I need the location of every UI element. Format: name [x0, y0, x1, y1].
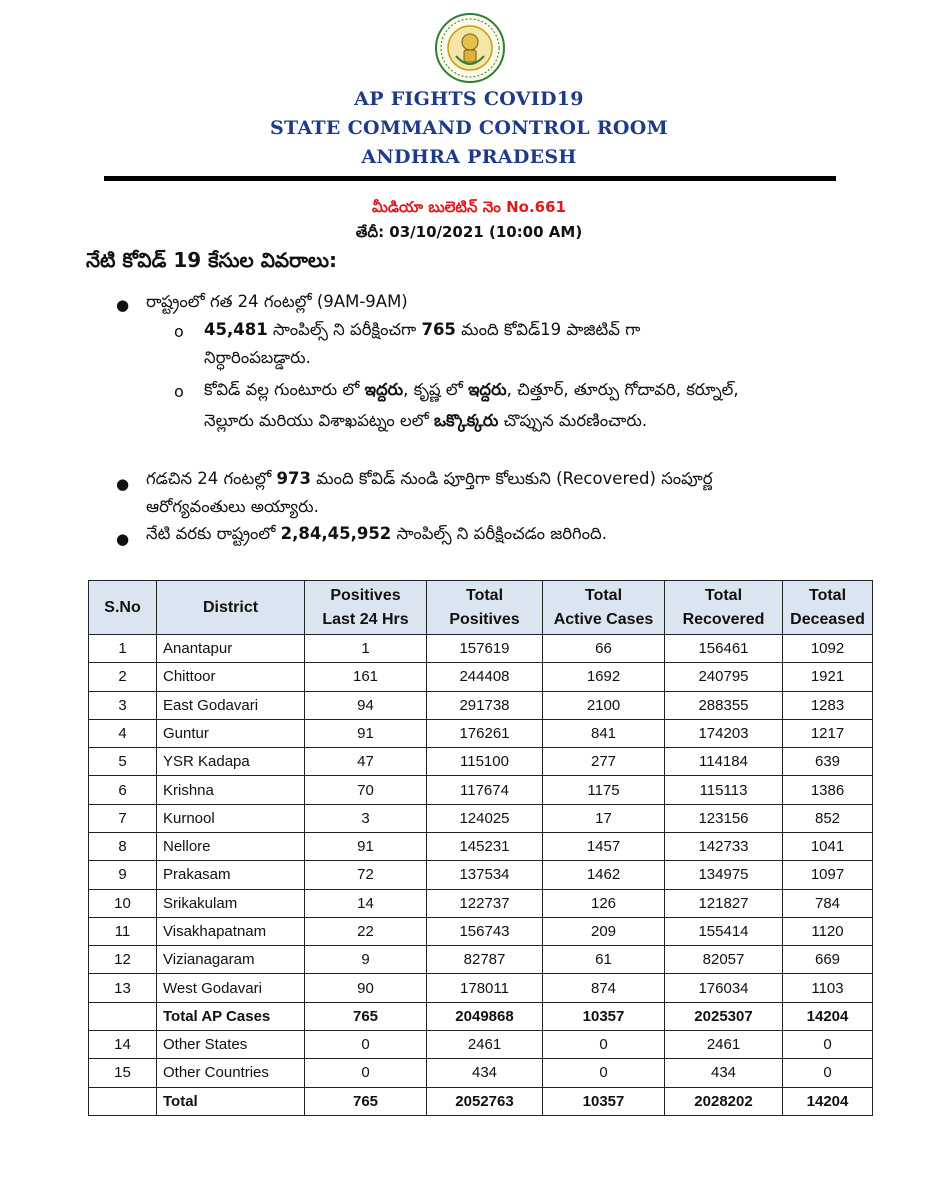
cell-recovered: 123156: [665, 804, 783, 832]
table-row: [89, 946, 873, 974]
cell-deceased: 1217: [783, 719, 873, 747]
cell-total-positives: 244408: [427, 663, 543, 691]
cell-sno: [89, 1087, 157, 1116]
point-1a-text-1: సాంపిల్స్ ని పరీక్షించగా: [267, 320, 422, 339]
cell-active-cases: 1462: [543, 861, 665, 889]
point-1a-text-2: మంది కోవిడ్19 పాజిటివ్ గా: [455, 320, 641, 339]
col-header-deceased: Total Deceased: [783, 581, 873, 635]
andhra-pradesh-emblem-logo: [434, 12, 506, 84]
cell-recovered: 134975: [665, 861, 783, 889]
cell-total-positives: 157619: [427, 635, 543, 663]
cell-active-cases: 874: [543, 974, 665, 1002]
cell-district: Total: [157, 1087, 305, 1116]
cell-total-positives: 115100: [427, 748, 543, 776]
cell-total-positives: 178011: [427, 974, 543, 1002]
cell-deceased: 1283: [783, 691, 873, 719]
cell-positives-24h: 94: [305, 691, 427, 719]
cell-positives-24h: 0: [305, 1059, 427, 1087]
header-line-1: AP FIGHTS COVID19: [354, 88, 584, 110]
cell-deceased: 1386: [783, 776, 873, 804]
cell-recovered: 82057: [665, 946, 783, 974]
cell-positives-24h: 22: [305, 917, 427, 945]
table-row: [89, 832, 873, 860]
cell-active-cases: 0: [543, 1030, 665, 1058]
cell-district: Chittoor: [157, 663, 305, 691]
col-header-recovered: Total Recovered: [665, 581, 783, 635]
table-row: [89, 974, 873, 1002]
cell-sno: 1: [89, 635, 157, 663]
cell-recovered: 2461: [665, 1030, 783, 1058]
col-header-positives-24h: Positives Last 24 Hrs: [305, 581, 427, 635]
cell-sno: 6: [89, 776, 157, 804]
cell-recovered: 115113: [665, 776, 783, 804]
cell-deceased: 1041: [783, 832, 873, 860]
section-heading: నేటి కోవిడ్ 19 కేసుల వివరాలు:: [86, 248, 337, 272]
cell-active-cases: 61: [543, 946, 665, 974]
point-1: రాష్ట్రంలో గత 24 గంటల్లో (9AM-9AM): [146, 292, 408, 311]
cell-total-positives: 2052763: [427, 1087, 543, 1116]
cell-total-positives: 176261: [427, 719, 543, 747]
table-row: [89, 1087, 873, 1116]
cell-positives-24h: 1: [305, 635, 427, 663]
header-divider: [104, 176, 836, 181]
table-header-row: [89, 581, 873, 635]
cell-deceased: 14204: [783, 1002, 873, 1030]
cell-district: YSR Kadapa: [157, 748, 305, 776]
cell-total-positives: 2049868: [427, 1002, 543, 1030]
cell-positives-24h: 765: [305, 1087, 427, 1116]
col-header-active-cases: Total Active Cases: [543, 581, 665, 635]
cell-sno: 10: [89, 889, 157, 917]
cell-recovered: 155414: [665, 917, 783, 945]
cell-deceased: 852: [783, 804, 873, 832]
cell-recovered: 156461: [665, 635, 783, 663]
table-row: [89, 691, 873, 719]
cell-district: Other States: [157, 1030, 305, 1058]
cell-positives-24h: 9: [305, 946, 427, 974]
point-1b-text-5: చొప్పున మరణించారు.: [498, 411, 648, 430]
cell-sno: 13: [89, 974, 157, 1002]
cell-district: Srikakulam: [157, 889, 305, 917]
cell-deceased: 1097: [783, 861, 873, 889]
cell-sno: 12: [89, 946, 157, 974]
cell-district: Anantapur: [157, 635, 305, 663]
table-row: [89, 748, 873, 776]
cell-district: Total AP Cases: [157, 1002, 305, 1030]
header-line-2: STATE COMMAND CONTROL ROOM: [270, 117, 668, 139]
col-header-sno: S.No: [89, 581, 157, 635]
point-2-text-2: మంది కోవిడ్ నుండి పూర్తిగా కోలుకుని (Recovered) సంపూర్ణ: [310, 469, 713, 488]
table-row: [89, 1002, 873, 1030]
cell-active-cases: 0: [543, 1059, 665, 1087]
cell-recovered: 176034: [665, 974, 783, 1002]
cell-total-positives: 434: [427, 1059, 543, 1087]
table-row: [89, 1059, 873, 1087]
cell-total-positives: 156743: [427, 917, 543, 945]
cell-deceased: 1103: [783, 974, 873, 1002]
point-1b-line-2: [204, 411, 647, 434]
cell-active-cases: 66: [543, 635, 665, 663]
cell-active-cases: 1457: [543, 832, 665, 860]
recovered-count-24h: 973: [276, 469, 311, 488]
cell-positives-24h: 3: [305, 804, 427, 832]
bullet-dot: ●: [116, 296, 130, 314]
point-1b-text-3: , చిత్తూర్, తూర్పు గోదావరి, కర్నూల్,: [506, 380, 739, 399]
cell-total-positives: 122737: [427, 889, 543, 917]
cell-positives-24h: 91: [305, 719, 427, 747]
cell-positives-24h: 47: [305, 748, 427, 776]
positive-count-24h: 765: [421, 320, 456, 339]
cell-active-cases: 209: [543, 917, 665, 945]
col-header-district: District: [157, 581, 305, 635]
point-1b-text-1: కోవిడ్ వల్ల గుంటూరు లో: [204, 380, 365, 399]
cell-recovered: 121827: [665, 889, 783, 917]
cell-positives-24h: 91: [305, 832, 427, 860]
point-2-line-1: [146, 469, 713, 492]
cell-recovered: 114184: [665, 748, 783, 776]
cell-sno: 8: [89, 832, 157, 860]
cell-recovered: 288355: [665, 691, 783, 719]
cell-recovered: 2028202: [665, 1087, 783, 1116]
table-row: [89, 663, 873, 691]
cell-sno: 2: [89, 663, 157, 691]
cell-district: Prakasam: [157, 861, 305, 889]
cell-total-positives: 124025: [427, 804, 543, 832]
header-line-3: ANDHRA PRADESH: [361, 146, 577, 168]
cell-active-cases: 277: [543, 748, 665, 776]
cell-sno: 14: [89, 1030, 157, 1058]
cell-district: Guntur: [157, 719, 305, 747]
point-1b-text-2: , కృష్ణ లో: [403, 380, 469, 399]
point-3: [146, 524, 607, 547]
sub-bullet-o: o: [174, 322, 184, 341]
cell-total-positives: 291738: [427, 691, 543, 719]
point-2-line-2: ఆరోగ్యవంతులు అయ్యారు.: [146, 497, 319, 516]
point-1b-line-1: [204, 380, 739, 403]
table-row: [89, 889, 873, 917]
cell-positives-24h: 70: [305, 776, 427, 804]
point-1a-line-1: [204, 320, 640, 343]
cell-total-positives: 2461: [427, 1030, 543, 1058]
cell-positives-24h: 90: [305, 974, 427, 1002]
deaths-guntur: ఇద్దరు: [364, 380, 404, 399]
bulletin-date: [0, 223, 938, 245]
cell-district: East Godavari: [157, 691, 305, 719]
cell-deceased: 639: [783, 748, 873, 776]
point-2-text-1: గడచిన 24 గంటల్లో: [146, 469, 277, 488]
cell-active-cases: 841: [543, 719, 665, 747]
cell-sno: 4: [89, 719, 157, 747]
cell-active-cases: 10357: [543, 1087, 665, 1116]
cell-total-positives: 117674: [427, 776, 543, 804]
cell-sno: 11: [89, 917, 157, 945]
samples-tested-24h: 45,481: [204, 320, 268, 339]
table-row: [89, 804, 873, 832]
cell-sno: 9: [89, 861, 157, 889]
cell-sno: 3: [89, 691, 157, 719]
table-row: [89, 635, 873, 663]
point-3-text-2: సాంపిల్స్ ని పరీక్షించడం జరిగింది.: [391, 524, 607, 543]
cell-sno: 7: [89, 804, 157, 832]
cell-deceased: 1092: [783, 635, 873, 663]
point-3-text-1: నేటి వరకు రాష్ట్రంలో: [146, 524, 281, 543]
table-row: [89, 861, 873, 889]
bullet-dot: ●: [116, 530, 130, 548]
point-1a-line-2: నిర్ధారింపబడ్డారు.: [204, 348, 311, 367]
col-header-total-positives: Total Positives: [427, 581, 543, 635]
cell-active-cases: 10357: [543, 1002, 665, 1030]
cell-district: Krishna: [157, 776, 305, 804]
cell-district: Other Countries: [157, 1059, 305, 1087]
date-label: తేదీ: [355, 223, 379, 241]
cell-positives-24h: 72: [305, 861, 427, 889]
cell-total-positives: 137534: [427, 861, 543, 889]
cell-recovered: 434: [665, 1059, 783, 1087]
cell-deceased: 0: [783, 1059, 873, 1087]
deaths-krishna: ఇద్దరు: [468, 380, 507, 399]
cell-active-cases: 1692: [543, 663, 665, 691]
cell-positives-24h: 14: [305, 889, 427, 917]
bullet-dot: ●: [116, 475, 130, 493]
cell-total-positives: 82787: [427, 946, 543, 974]
date-value: : 03/10/2021 (10:00 AM): [378, 223, 583, 241]
cell-sno: 5: [89, 748, 157, 776]
total-samples-tested: 2,84,45,952: [280, 524, 392, 543]
point-1b-text-4: నెల్లూరు మరియు విశాఖపట్నం లలో: [204, 411, 434, 430]
district-cases-table: [88, 580, 873, 1116]
table-row: [89, 719, 873, 747]
cell-recovered: 240795: [665, 663, 783, 691]
cell-total-positives: 145231: [427, 832, 543, 860]
cell-district: Vizianagaram: [157, 946, 305, 974]
cell-district: Nellore: [157, 832, 305, 860]
deaths-others: ఒక్కొక్కరు: [433, 411, 499, 430]
cell-active-cases: 17: [543, 804, 665, 832]
cell-deceased: 1120: [783, 917, 873, 945]
cell-deceased: 1921: [783, 663, 873, 691]
cell-district: Visakhapatnam: [157, 917, 305, 945]
cell-deceased: 784: [783, 889, 873, 917]
cell-recovered: 174203: [665, 719, 783, 747]
cell-positives-24h: 765: [305, 1002, 427, 1030]
cell-deceased: 14204: [783, 1087, 873, 1116]
cell-recovered: 2025307: [665, 1002, 783, 1030]
cell-recovered: 142733: [665, 832, 783, 860]
cell-sno: [89, 1002, 157, 1030]
cell-sno: 15: [89, 1059, 157, 1087]
cell-deceased: 0: [783, 1030, 873, 1058]
table-row: [89, 776, 873, 804]
table-row: [89, 1030, 873, 1058]
cell-deceased: 669: [783, 946, 873, 974]
cell-positives-24h: 161: [305, 663, 427, 691]
cell-district: West Godavari: [157, 974, 305, 1002]
cell-positives-24h: 0: [305, 1030, 427, 1058]
bulletin-number: మీడియా బులెటిన్ నెం No.661: [372, 198, 566, 216]
table-row: [89, 917, 873, 945]
cell-active-cases: 126: [543, 889, 665, 917]
cell-district: Kurnool: [157, 804, 305, 832]
cell-active-cases: 1175: [543, 776, 665, 804]
sub-bullet-o: o: [174, 382, 184, 401]
cell-active-cases: 2100: [543, 691, 665, 719]
